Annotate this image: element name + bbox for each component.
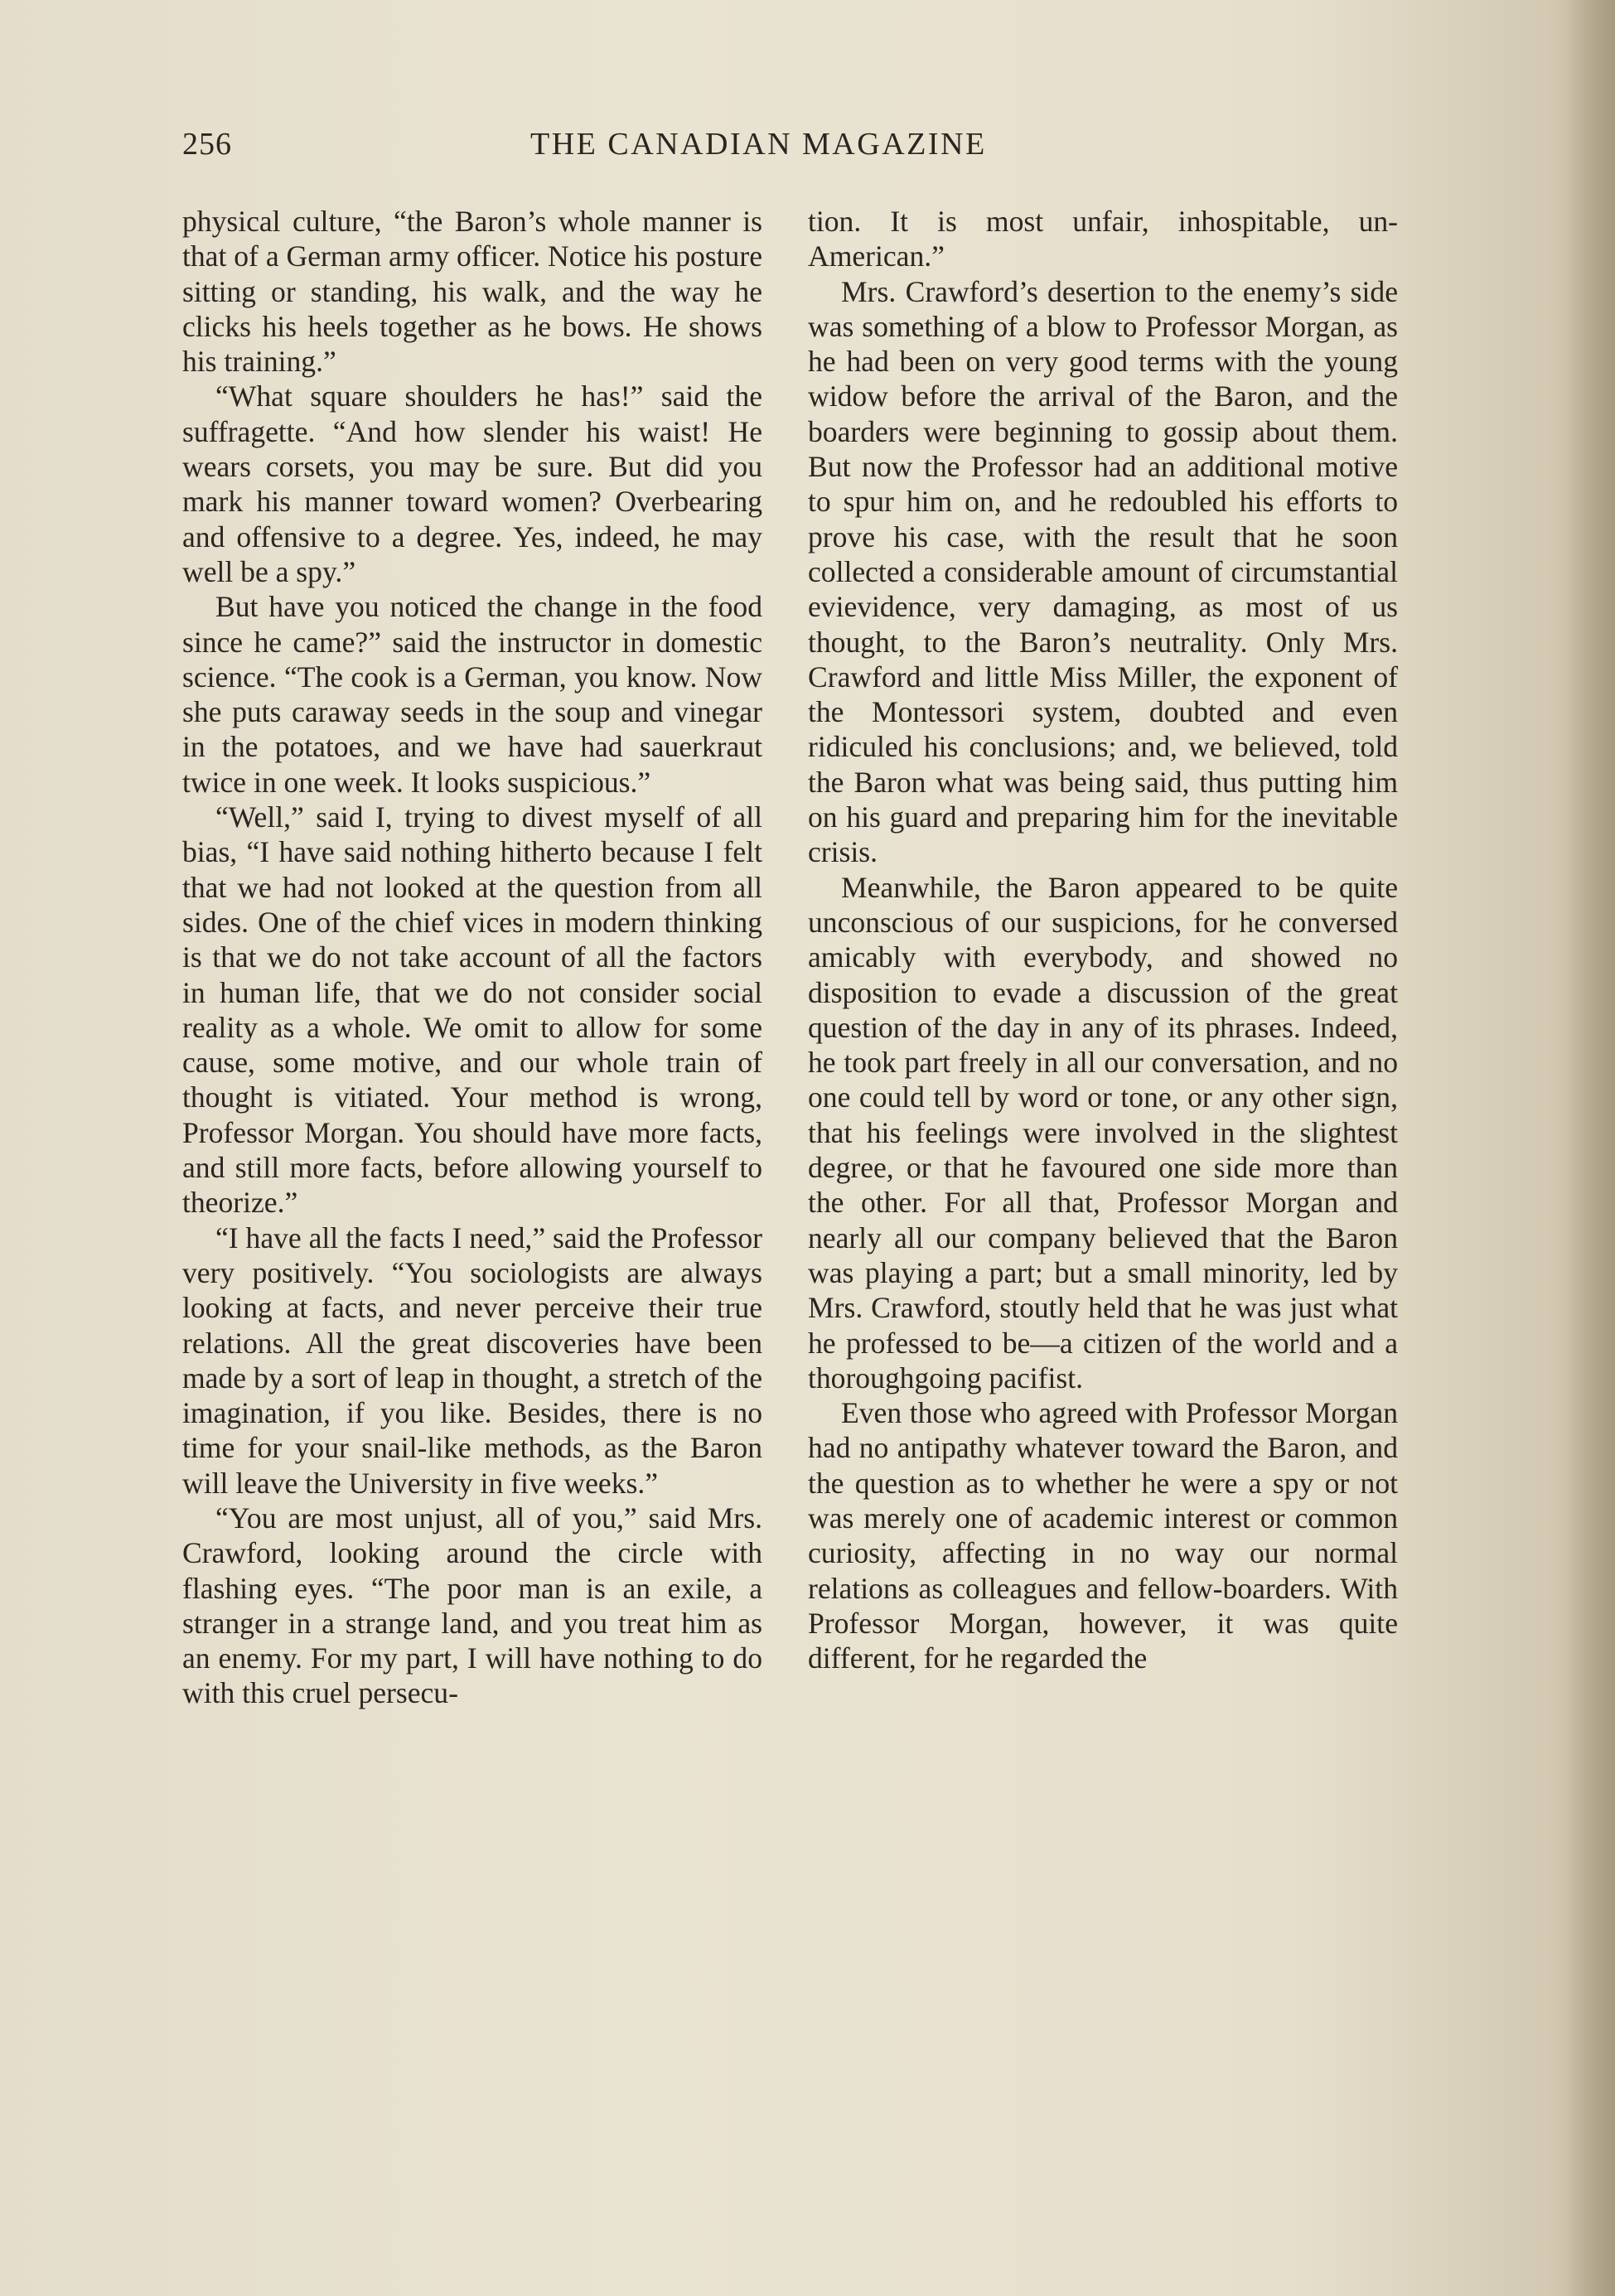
right-column — [808, 204, 1398, 1675]
paragraph: tion. It is most unfair, inhospitable, un-American.” — [808, 205, 1398, 273]
page-header — [182, 126, 1409, 176]
paragraph: physical culture, “the Baron’s whole manner is that of a German army officer. Notice his posture sitting or standing, his walk, and the way he clicks his heels together as he bows. He shows his training.” — [182, 205, 762, 379]
paragraph: “What square shoulders he has!” said the suffragette. “And how slender his waist! He wears corsets, you may be sure. But did you mark his manner toward women? Overbearing and offensive to a degree. Yes, indeed, he may well be a spy.” — [182, 379, 762, 588]
binding-shadow — [1565, 0, 1615, 2296]
running-title: THE CANADIAN MAGAZINE — [530, 127, 987, 162]
paragraph: But have you noticed the change in the food since he came?” said the instructor in domestic science. “The cook is a German, you know. Now she puts caraway seeds in the soup and vinegar in the potatoes, and we have had sauerkraut twice in one week. It looks suspicious.” — [182, 590, 762, 799]
paragraph: “I have all the facts I need,” said the Professor very positively. “You sociologists are always looking at facts, and never perceive their true relations. All the great discoveries have been made by a sort of leap in thought, a stretch of the imagination, if you like. Besides, there is no time for your snail-like methods, as the Baron will leave the University in five weeks.” — [182, 1221, 762, 1500]
paragraph: “You are most unjust, all of you,” said Mrs. Crawford, looking around the circle with flashing eyes. “The poor man is an exile, a stranger in a strange land, and you treat him as an enemy. For my part, I will have nothing to do with this cruel persecu- — [182, 1501, 762, 1710]
paragraph: “Well,” said I, trying to divest myself of all bias, “I have said nothing hitherto because I felt that we had not looked at the question from all sides. One of the chief vices in modern thinking is that we do not take account of all the factors in human life, that we do not consider social reality as a whole. We omit to allow for some cause, some motive, and our whole train of thought is vitiated. Your method is wrong, Professor Morgan. You should have more facts, and still more facts, before allowing yourself to theorize.” — [182, 800, 762, 1220]
page-number: 256 — [182, 127, 232, 162]
left-column — [182, 204, 762, 1711]
paragraph: Meanwhile, the Baron appeared to be quite unconscious of our suspicions, for he conversed amicably with everybody, and showed no disposition to evade a discussion of the great question of the day in any of its phrases. Indeed, he took part freely in all our conversation, and no one could tell by word or tone, or any other sign, that his feelings were involved in the slightest degree, or that he favoured one side more than the other. For all that, Professor Morgan and nearly all our company believed that the Baron was playing a part; but a small minority, led by Mrs. Crawford, stoutly held that he was just what he professed to be—a citizen of the world and a thoroughgoing pacifist. — [808, 870, 1398, 1395]
paragraph: Mrs. Crawford’s desertion to the enemy’s side was something of a blow to Professor Morgan, as he had been on very good terms with the young widow before the arrival of the Baron, and the boarders were beginning to gossip about them. But now the Professor had an additional motive to spur him on, and he redoubled his efforts to prove his case, with the result that he soon collected a considerable amount of circumstantial evievidence, very damaging, as most of us thought, to the Baron’s neutrality. Only Mrs. Crawford and little Miss Miller, the exponent of the Montessori system, doubted and even ridiculed his conclusions; and, we believed, told the Baron what was being said, thus putting him on his guard and preparing him for the inevitable crisis. — [808, 274, 1398, 869]
paragraph: Even those who agreed with Professor Morgan had no antipathy whatever toward the Baron, and the question as to whether he were a spy or not was merely one of academic interest or common curiosity, affecting in no way our normal relations as colleagues and fellow-boarders. With Professor Morgan, however, it was quite different, for he regarded the — [808, 1396, 1398, 1675]
